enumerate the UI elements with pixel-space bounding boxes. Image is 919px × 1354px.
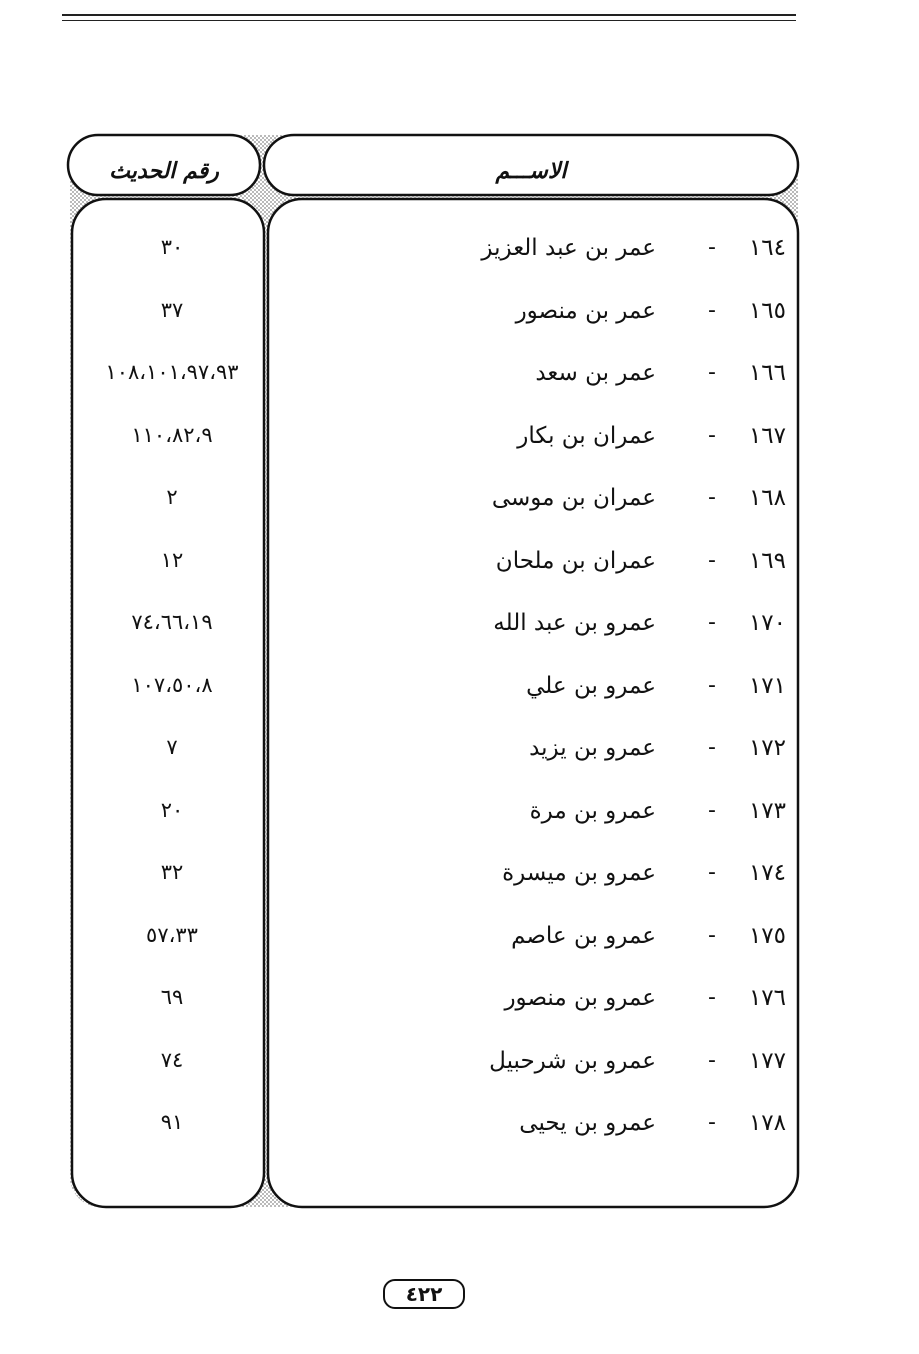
- table-row: [66, 673, 802, 713]
- hadith-numbers: ٧: [166, 735, 178, 759]
- narrator-name: عمرو بن يحيى: [519, 1110, 656, 1136]
- narrator-name: عمرو بن علي: [526, 672, 656, 699]
- table-row: [66, 423, 802, 463]
- entry-dash: -: [708, 672, 716, 698]
- entry-number: ١٧٦: [748, 985, 786, 1011]
- entry-dash: -: [708, 1110, 716, 1135]
- narrator-name: عمرو بن عاصم: [511, 922, 656, 949]
- table-row: [66, 1110, 802, 1150]
- narrator-name: عمرو بن شرحبيل: [489, 1047, 656, 1074]
- entry-dash: -: [708, 610, 716, 635]
- entry-number: ١٧٢: [748, 735, 786, 761]
- entry-number: ١٧٨: [748, 1110, 786, 1136]
- narrator-name: عمر بن سعد: [535, 360, 656, 386]
- narrator-name: عمرو بن مرة: [529, 797, 656, 824]
- entry-number: ١٦٧: [748, 422, 786, 449]
- hadith-numbers: ١٠٧،٥٠،٨: [131, 672, 213, 697]
- entry-dash: -: [708, 485, 716, 510]
- entry-dash: -: [708, 235, 716, 260]
- entry-dash: -: [708, 360, 716, 385]
- index-table: [66, 133, 802, 1211]
- table-row: [66, 298, 802, 338]
- header-name: الاســـم: [495, 159, 567, 184]
- top-rule-thin: [62, 20, 796, 21]
- table-row: [66, 1048, 802, 1088]
- narrator-name: عمران بن ملحان: [495, 547, 656, 574]
- entry-number: ١٦٤: [748, 235, 786, 261]
- table-row: [66, 485, 802, 525]
- entry-dash: -: [708, 1047, 716, 1073]
- hadith-numbers: ٧٤: [160, 1047, 184, 1072]
- page-number: ٤٢٢: [383, 1279, 465, 1309]
- table-row: [66, 923, 802, 963]
- narrator-name: عمرو بن يزيد: [529, 735, 656, 761]
- narrator-name: عمر بن عبد العزيز: [481, 235, 656, 261]
- narrator-name: عمرو بن عبد الله: [493, 610, 656, 636]
- table-row: [66, 360, 802, 400]
- entry-dash: -: [708, 985, 716, 1010]
- table-row: [66, 235, 802, 275]
- narrator-name: عمران بن موسى: [491, 485, 656, 511]
- top-rule: [62, 14, 796, 16]
- entry-number: ١٧٣: [748, 797, 786, 824]
- entry-dash: -: [708, 922, 716, 948]
- table-row: [66, 860, 802, 900]
- table-row: [66, 985, 802, 1025]
- hadith-numbers: ٣٠: [160, 235, 184, 259]
- entry-number: ١٦٩: [748, 547, 786, 574]
- entry-number: ١٦٦: [748, 360, 786, 386]
- entry-dash: -: [708, 797, 716, 823]
- hadith-numbers: ٦٩: [160, 985, 184, 1009]
- entry-number: ١٦٥: [748, 297, 786, 324]
- narrator-name: عمران بن بكار: [517, 422, 656, 449]
- entry-number: ١٧٧: [748, 1047, 786, 1074]
- table-row: [66, 548, 802, 588]
- hadith-numbers: ٣٧: [160, 297, 184, 322]
- entry-dash: -: [708, 297, 716, 323]
- entry-number: ١٦٨: [748, 485, 786, 511]
- table-row: [66, 798, 802, 838]
- entry-number: ١٧١: [748, 672, 786, 699]
- table-row: [66, 735, 802, 775]
- hadith-numbers: ٢٠: [160, 797, 184, 822]
- narrator-name: عمرو بن ميسرة: [502, 860, 656, 886]
- hadith-numbers: ٧٤،٦٦،١٩: [131, 610, 213, 634]
- hadith-numbers: ٣٢: [160, 860, 184, 884]
- hadith-numbers: ١٠٨،١٠١،٩٧،٩٣: [105, 360, 239, 384]
- table-row: [66, 610, 802, 650]
- entry-dash: -: [708, 860, 716, 885]
- header-hadith-number: رقم الحديث: [109, 159, 219, 184]
- hadith-numbers: ٢: [166, 485, 178, 509]
- hadith-numbers: ١١٠،٨٢،٩: [131, 422, 213, 447]
- entry-dash: -: [708, 735, 716, 760]
- entry-dash: -: [708, 422, 716, 448]
- hadith-numbers: ٩١: [160, 1110, 184, 1134]
- hadith-numbers: ٥٧،٣٣: [146, 922, 198, 947]
- narrator-name: عمرو بن منصور: [504, 985, 656, 1011]
- narrator-name: عمر بن منصور: [515, 297, 656, 324]
- hadith-numbers: ١٢: [160, 547, 184, 572]
- entry-dash: -: [708, 547, 716, 573]
- entry-number: ١٧٠: [748, 610, 786, 636]
- entry-number: ١٧٤: [748, 860, 786, 886]
- entry-number: ١٧٥: [748, 922, 786, 949]
